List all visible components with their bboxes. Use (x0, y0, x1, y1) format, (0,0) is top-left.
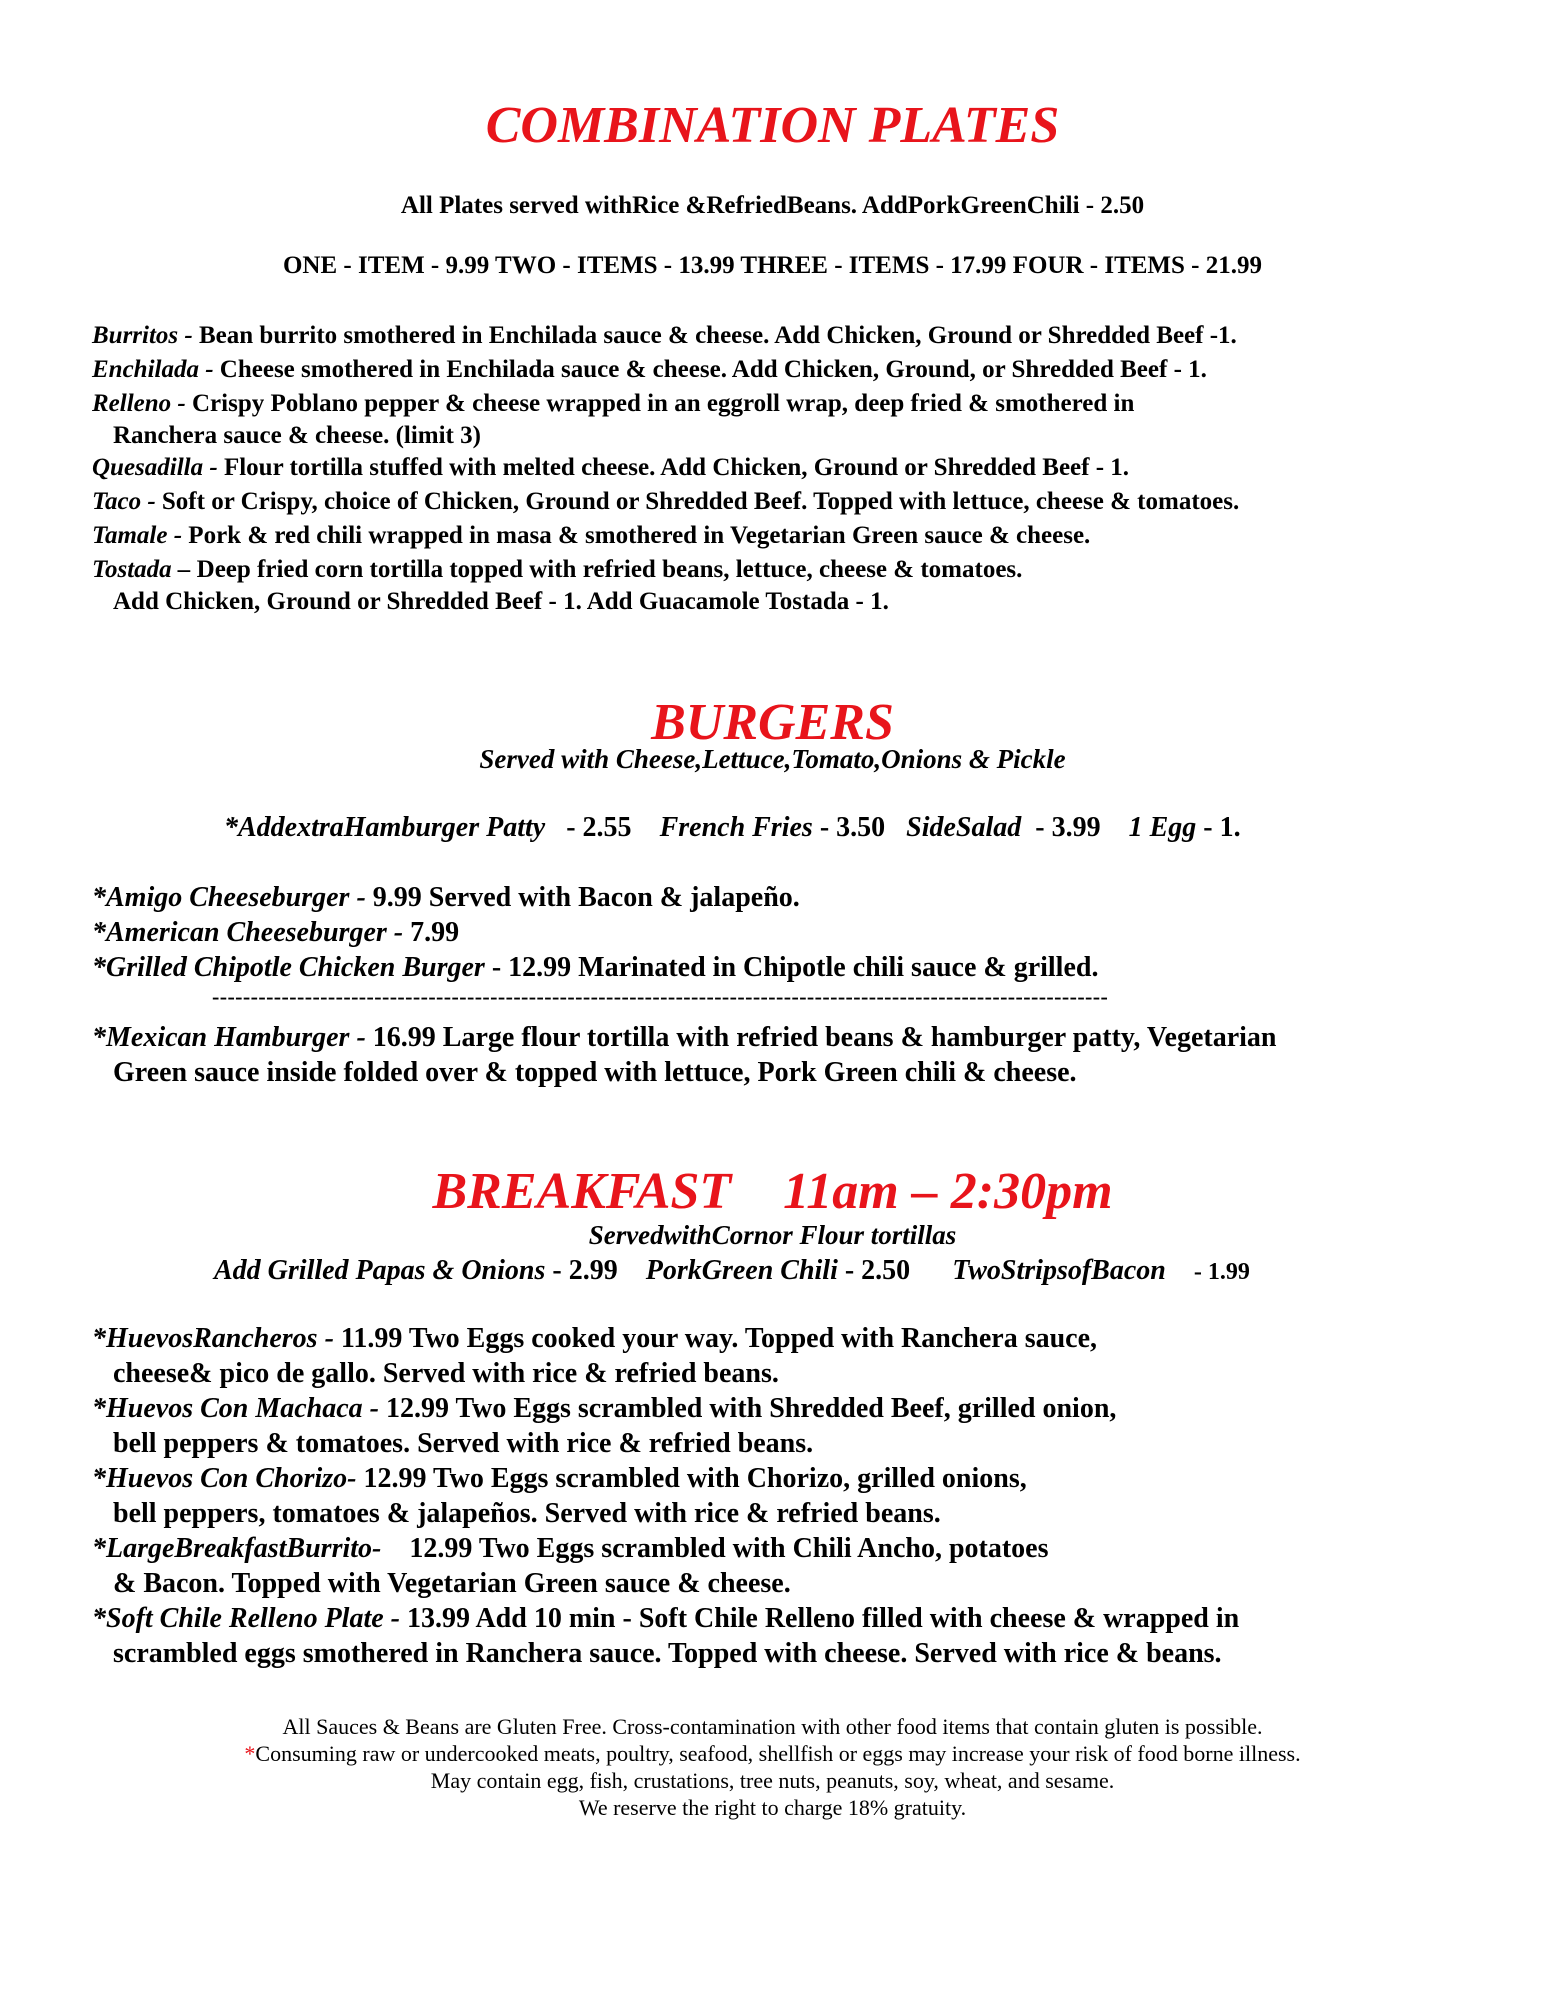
item-name: Tamale - (92, 522, 189, 549)
item-desc: Pork & red chili wrapped in masa & smothered in Vegetarian Green sauce & cheese. (188, 522, 1091, 549)
extra-price: - 2.50 (837, 1255, 911, 1286)
burgers-title: BURGERS (651, 694, 894, 751)
item-name: *HuevosRancheros - (92, 1323, 341, 1354)
item-desc: 12.99 Two Eggs scrambled with Shredded Beef, grilled onion, (386, 1393, 1117, 1424)
breakfast-extras (214, 1255, 1250, 1287)
combo-item-taco (92, 488, 1239, 516)
combination-subtitle: All Plates served withRice &RefriedBeans. AddPorkGreenChili - 2.50 (400, 192, 1145, 219)
raw-food-warning (0, 1741, 1545, 1767)
extra-name: PorkGreen Chili (645, 1255, 838, 1286)
item-desc: 13.99 Add 10 min - Soft Chile Relleno filled with cheese & wrapped in (407, 1603, 1240, 1634)
item-desc: 16.99 Large flour tortilla with refried beans & hamburger patty, Vegetarian (372, 1022, 1277, 1053)
extra-name: *AddextraHamburger Patty (224, 812, 546, 843)
breakfast-item-chorizo-line2: bell peppers, tomatoes & jalapeños. Served with rice & refried beans. (113, 1498, 941, 1529)
combo-item-tamale (92, 522, 1090, 550)
breakfast-hours: 11am – 2:30pm (783, 1163, 1113, 1220)
burger-divider: -------------------------------------------------------------------------------------------------------------------- (212, 984, 1109, 1009)
burger-extras (224, 812, 1241, 844)
item-desc: Bean burrito smothered in Enchilada sauce & cheese. Add Chicken, Ground or Shredded Beef -1. (198, 322, 1237, 349)
item-name: *LargeBreakfastBurrito- (92, 1533, 389, 1564)
burger-item-chipotle (92, 952, 1098, 984)
item-name: *Huevos Con Machaca - (92, 1393, 386, 1424)
item-name: *Soft Chile Relleno Plate - (92, 1603, 407, 1634)
gratuity-note: We reserve the right to charge 18% gratuity. (578, 1795, 967, 1820)
extra-price: - 3.99 (1035, 812, 1101, 843)
item-name: *Amigo Cheeseburger - (92, 882, 373, 913)
breakfast-item-chorizo (92, 1463, 1027, 1495)
item-desc: Soft or Crispy, choice of Chicken, Ground or Shredded Beef. Topped with lettuce, cheese & tomatoes. (161, 488, 1240, 515)
gluten-note: All Sauces & Beans are Gluten Free. Cross-contamination with other food items that contain gluten is possible. (282, 1714, 1263, 1739)
extra-name: SideSalad (906, 812, 1022, 843)
breakfast-item-rancheros (92, 1323, 1097, 1355)
item-desc: Deep fried corn tortilla topped with refried beans, lettuce, cheese & tomatoes. (196, 556, 1023, 583)
breakfast-title-text: BREAKFAST (432, 1163, 732, 1220)
extra-price: - 1. (1203, 812, 1241, 843)
combo-item-relleno-line2: Ranchera sauce & cheese. (limit 3) (113, 422, 481, 449)
breakfast-item-relleno-plate-line2: scrambled eggs smothered in Ranchera sauce. Topped with cheese. Served with rice & beans. (113, 1638, 1222, 1669)
breakfast-subtitle: ServedwithCornor Flour tortillas (588, 1220, 957, 1250)
item-name: Enchilada - (92, 356, 220, 383)
item-desc: 11.99 Two Eggs cooked your way. Topped with Ranchera sauce, (340, 1323, 1098, 1354)
combo-item-burritos (92, 322, 1237, 350)
breakfast-item-burrito (92, 1533, 1049, 1565)
extra-name: Add Grilled Papas & Onions (214, 1255, 546, 1286)
extra-price: - 2.55 (566, 812, 632, 843)
item-desc: Cheese smothered in Enchilada sauce & cheese. Add Chicken, Ground, or Shredded Beef - 1. (219, 356, 1207, 383)
extra-name: French Fries (659, 812, 813, 843)
item-desc: Crispy Poblano pepper & cheese wrapped in an eggroll wrap, deep fried & smothered in (192, 390, 1135, 417)
extra-name: TwoStripsofBacon (952, 1255, 1166, 1286)
item-name: *American Cheeseburger - (92, 917, 411, 948)
asterisk-mark: * (244, 1741, 256, 1766)
breakfast-item-machaca (92, 1393, 1116, 1425)
extra-name: 1 Egg (1128, 812, 1197, 843)
item-desc: 12.99 Two Eggs scrambled with Chili Ancho, potatoes (388, 1533, 1049, 1564)
combination-prices: ONE - ITEM - 9.99 TWO - ITEMS - 13.99 THREE - ITEMS - 17.99 FOUR - ITEMS - 21.99 (282, 252, 1262, 279)
burger-item-mexican-line2: Green sauce inside folded over & topped with lettuce, Pork Green chili & cheese. (113, 1057, 1077, 1088)
item-desc: - 12.99 Marinated in Chipotle chili sauce & grilled. (484, 952, 1099, 983)
extra-price: - 3.50 (819, 812, 886, 843)
item-name: *Huevos Con Chorizo- (92, 1463, 364, 1494)
burger-item-mexican (92, 1022, 1277, 1054)
burger-item-american (92, 917, 459, 949)
burgers-subtitle: Served with Cheese,Lettuce,Tomato,Onions & Pickle (479, 744, 1066, 774)
item-name: Tostada – (92, 556, 197, 583)
item-name: *Grilled Chipotle Chicken Burger (92, 952, 485, 983)
raw-food-text: Consuming raw or undercooked meats, poultry, seafood, shellfish or eggs may increase your risk of food borne illness. (255, 1741, 1301, 1766)
extra-price: - 2.99 (545, 1255, 618, 1286)
item-desc: 12.99 Two Eggs scrambled with Chorizo, grilled onions, (363, 1463, 1027, 1494)
combination-title: COMBINATION PLATES (485, 97, 1060, 154)
combo-item-quesadilla (92, 454, 1129, 482)
item-name: Burritos - (92, 322, 199, 349)
item-name: Taco - (92, 488, 162, 515)
combo-item-enchilada (92, 356, 1207, 384)
breakfast-title (0, 1163, 1545, 1220)
combo-item-tostada-line2: Add Chicken, Ground or Shredded Beef - 1. Add Guacamole Tostada - 1. (113, 588, 889, 615)
allergen-note: May contain egg, fish, crustations, tree nuts, peanuts, soy, wheat, and sesame. (430, 1768, 1115, 1793)
item-name: *Mexican Hamburger - (92, 1022, 373, 1053)
item-name: Quesadilla - (92, 454, 224, 481)
item-desc: Flour tortilla stuffed with melted cheese. Add Chicken, Ground or Shredded Beef - 1. (223, 454, 1130, 481)
item-desc: 7.99 (410, 917, 460, 948)
item-name: Relleno - (92, 390, 192, 417)
breakfast-item-rancheros-line2: cheese& pico de gallo. Served with rice & refried beans. (113, 1358, 779, 1389)
breakfast-item-burrito-line2: & Bacon. Topped with Vegetarian Green sauce & cheese. (113, 1568, 791, 1599)
item-desc: 9.99 Served with Bacon & jalapeño. (372, 882, 800, 913)
breakfast-item-machaca-line2: bell peppers & tomatoes. Served with rice & refried beans. (113, 1428, 814, 1459)
extra-price: - 1.99 (1193, 1259, 1250, 1285)
burger-item-amigo (92, 882, 800, 914)
combo-item-tostada (92, 556, 1022, 584)
combo-item-relleno (92, 390, 1134, 418)
breakfast-item-relleno-plate (92, 1603, 1239, 1635)
